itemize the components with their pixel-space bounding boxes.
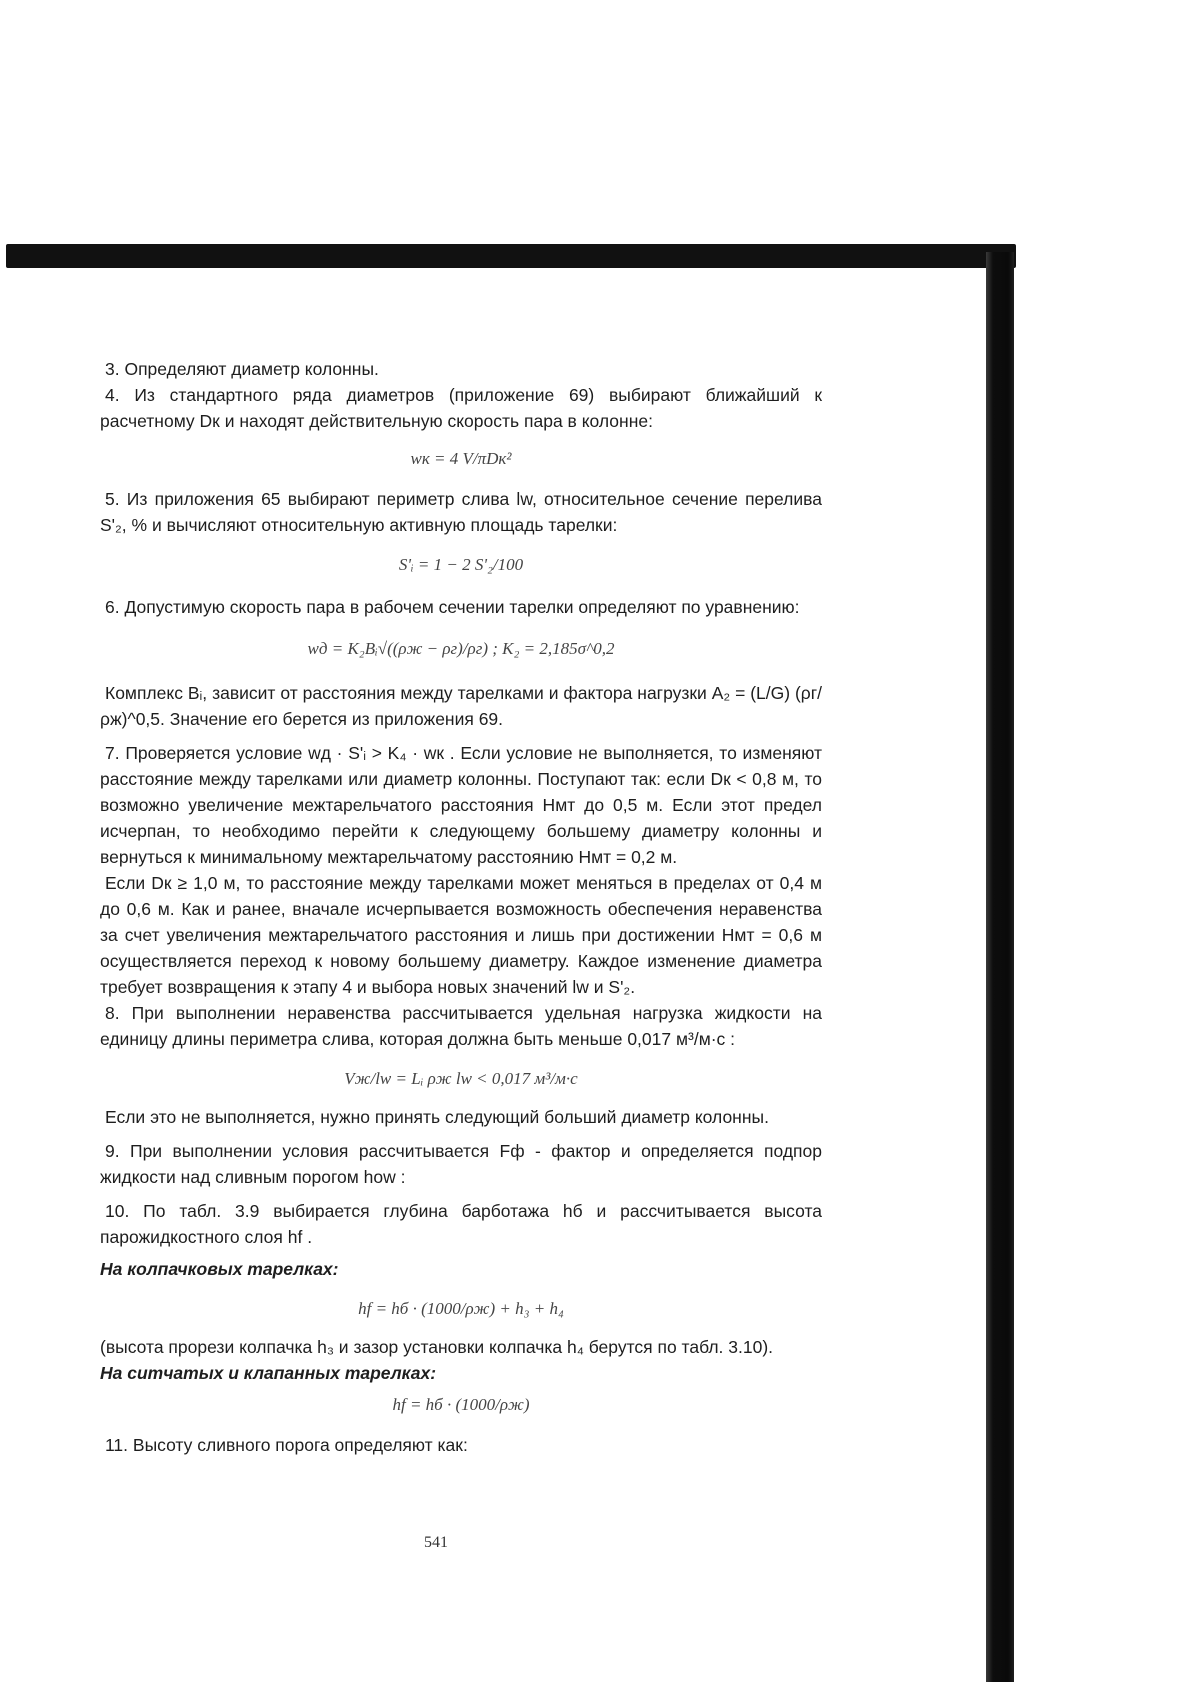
formula-specific-load: Vж/lw = Lᵢ ρж lw < 0,017 м³/м·с (344, 1069, 578, 1088)
step-7: 7. Проверяется условие wд · S'ᵢ > K₄ · wк . Если условие не выполняется, то изменяют расстояние между тарелками или диаметр колонны. Поступают так: если Dк < 0,8 м, то возможно увеличение межтарельчатого расстояния Hмт до 0,5 м. Если этот предел исчерпан, то необходимо перейти к следующему большему диаметру колонны и вернуться к минимальному межтарельчатому расстоянию Hмт = 0,2 м. (100, 743, 822, 867)
formula-allowed-velocity: wд = K₂Bᵢ√((ρж − ρг)/ρг) ; K₂ = 2,185σ^0,2 (307, 639, 615, 658)
step-3: 3. Определяют диаметр колонны. (105, 359, 379, 379)
step-10: 10. По табл. 3.9 выбирается глубина барботажа hб и рассчитывается высота парожидкостного слоя hf . (100, 1201, 822, 1247)
formula-froth-height-sieve: hf = hб · (1000/ρж) (392, 1395, 530, 1414)
subheading-sieve-valve-trays: На ситчатых и клапанных тарелках: (100, 1363, 437, 1383)
step-6: 6. Допустимую скорость пара в рабочем сечении тарелки определяют по уравнению: (105, 597, 800, 617)
scan-border-right (986, 252, 1014, 1682)
step-11: 11. Высоту сливного порога определяют как: (105, 1435, 468, 1455)
formula-vapor-velocity: wк = 4 V/πDк² (410, 449, 512, 468)
cap-note: (высота прорези колпачка h₃ и зазор установки колпачка h₄ берутся по табл. 3.10). (100, 1337, 774, 1357)
step-8-continued: Если это не выполняется, нужно принять следующий больший диаметр колонны. (105, 1107, 769, 1127)
step-9: 9. При выполнении условия рассчитывается Fф - фактор и определяется подпор жидкости над сливным порогом hоw : (100, 1141, 822, 1187)
subheading-bubble-cap-trays: На колпачковых тарелках: (100, 1259, 339, 1279)
step-4: 4. Из стандартного ряда диаметров (приложение 69) выбирают ближайший к расчетному Dк и находят действительную скорость пара в колонне: (100, 385, 822, 431)
step-5: 5. Из приложения 65 выбирают периметр слива lw, относительное сечение перелива S'₂, % и вычисляют относительную активную площадь тарелки: (100, 489, 822, 535)
scan-border-top (6, 244, 1016, 268)
complex-b-paragraph: Комплекс Bᵢ, зависит от расстояния между тарелками и фактора нагрузки A₂ = (L/G) (ρг/ρж)^0,5. Значение его берется из приложения 69. (100, 683, 822, 729)
page-number: 541 (424, 1534, 448, 1551)
formula-froth-height-cap: hf = hб · (1000/ρж) + h₃ + h₄ (358, 1299, 564, 1318)
step-8: 8. При выполнении неравенства рассчитывается удельная нагрузка жидкости на единицу длины периметра слива, которая должна быть меньше 0,017 м³/м·с : (100, 1003, 822, 1049)
formula-active-area: S'ᵢ = 1 − 2 S'₂/100 (398, 555, 524, 574)
step-7-continued: Если Dк ≥ 1,0 м, то расстояние между тарелками может меняться в пределах от 0,4 м до 0,6 м. Как и ранее, вначале исчерпывается возможность обеспечения неравенства за счет увеличения межтарельчатого расстояния и лишь при достижении Hмт = 0,6 м осуществляется переход к новому большему диаметру. Каждое изменение диаметра требует возвращения к этапу 4 и выбора новых значений lw и S'₂. (100, 873, 822, 997)
page-body (100, 356, 822, 1458)
